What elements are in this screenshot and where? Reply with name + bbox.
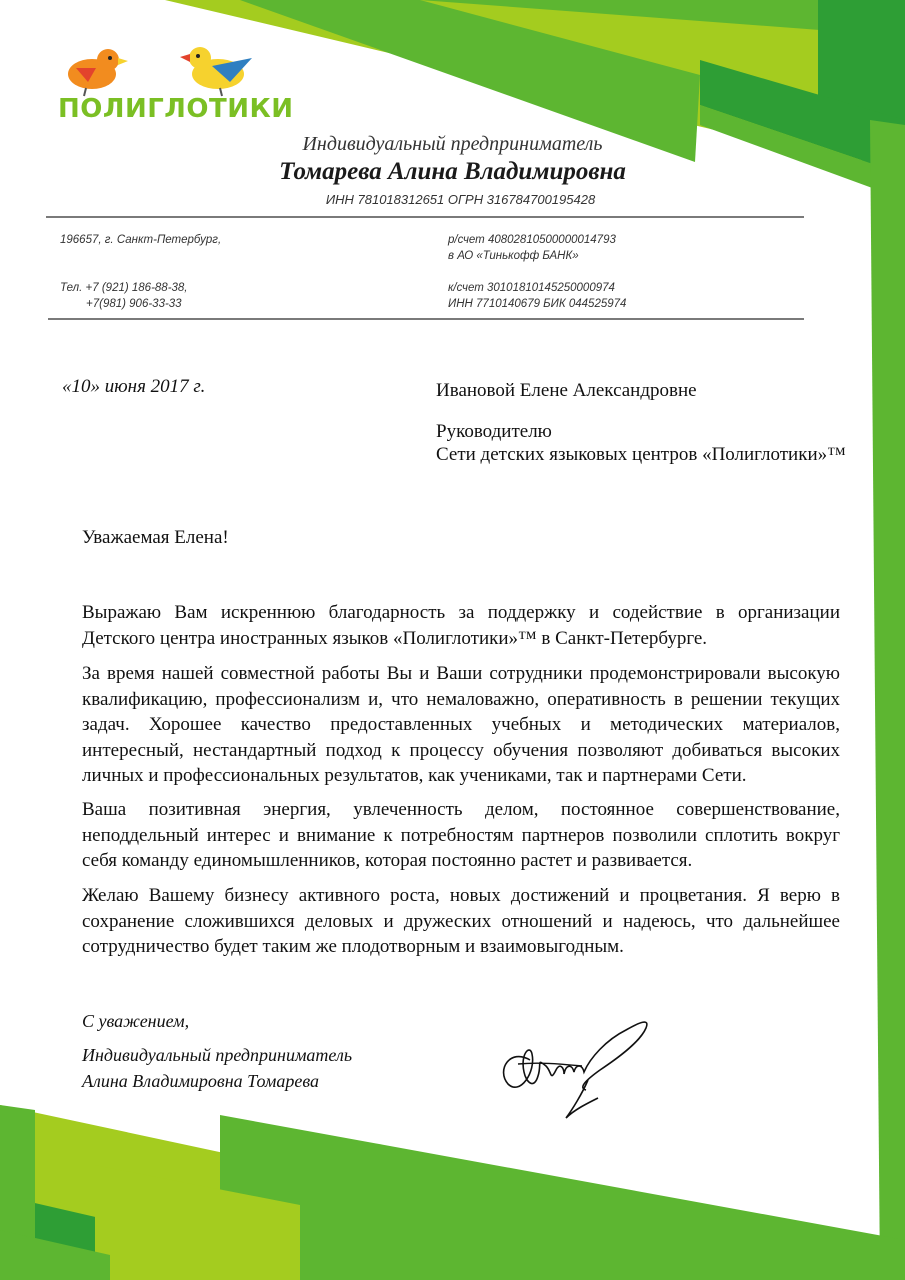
- letter-date: «10» июня 2017 г.: [62, 376, 206, 397]
- recipient-name: Ивановой Елене Александровне: [436, 380, 697, 401]
- letterhead-account: р/счет 40802810500000014793: [448, 234, 616, 246]
- letterhead-corr-account: к/счет 30101810145250000974: [448, 282, 615, 294]
- brand-logo: [52, 38, 294, 128]
- greeting: Уважаемая Елена!: [82, 527, 229, 548]
- letterhead-bank-ids: ИНН 7710140679 БИК 044525974: [448, 298, 627, 310]
- letterhead-bank: в АО «Тинькофф БАНК»: [448, 250, 579, 262]
- paragraph-2: За время нашей совместной работы Вы и Ваши сотрудники продемонстрировали высокую квалификацию, профессионализм и, что немаловажно, оперативность в решении текущих задач. Хорошее качество предоставленных учебных и методических материалов, интересный, нестандартный подход к процессу обучения позволяют добиваться высоких личных и профессиональных результатов, как учениками, так и партнерами Сети.: [82, 663, 840, 786]
- letterhead-address: 196657, г. Санкт-Петербург,: [60, 234, 222, 246]
- letterhead-name: Томарева Алина Владимировна: [279, 158, 626, 185]
- logo-wordmark: ПОЛИГЛОТИКИ: [58, 94, 294, 124]
- letterhead-top-rule: [46, 216, 804, 218]
- signer-role: Индивидуальный предприниматель: [82, 1045, 353, 1065]
- paragraph-3: Ваша позитивная энергия, увлеченность делом, постоянное совершенствование, неподдельный интерес и внимание к потребностям партнеров позволили сплотить вокруг себя команду единомышленников, которая постоянно растет и развивается.: [82, 799, 840, 871]
- recipient-title: Руководителю: [436, 421, 552, 442]
- closing: С уважением,: [82, 1011, 190, 1031]
- signer-name: Алина Владимировна Томарева: [82, 1071, 320, 1091]
- paragraph-4: Желаю Вашему бизнесу активного роста, новых достижений и процветания. Я верю в сохранение сложившихся деловых и дружеских отношений и надеюсь, что дальнейшее сотрудничество будет таким же плодотворным и взаимовыгодным.: [82, 885, 840, 957]
- birds-icon: [52, 38, 262, 98]
- letterhead-phone-2: +7(981) 906-33-33: [86, 298, 182, 310]
- letterhead-role: Индивидуальный предприниматель: [302, 133, 603, 155]
- letterhead-phone-1: Тел. +7 (921) 186-88-38,: [60, 282, 188, 294]
- paragraph-1: Выражаю Вам искреннюю благодарность за поддержку и содействие в организации Детского центра иностранных языков «Полиглотики»™ в Санкт-Петербурге.: [82, 602, 840, 649]
- handwritten-signature: [490, 1010, 660, 1125]
- letterhead-bottom-rule: [48, 318, 804, 320]
- recipient-org: Сети детских языковых центров «Полиглотики»™: [436, 444, 846, 465]
- letterhead-ids: ИНН 781018312651 ОГРН 316784700195428: [325, 192, 596, 207]
